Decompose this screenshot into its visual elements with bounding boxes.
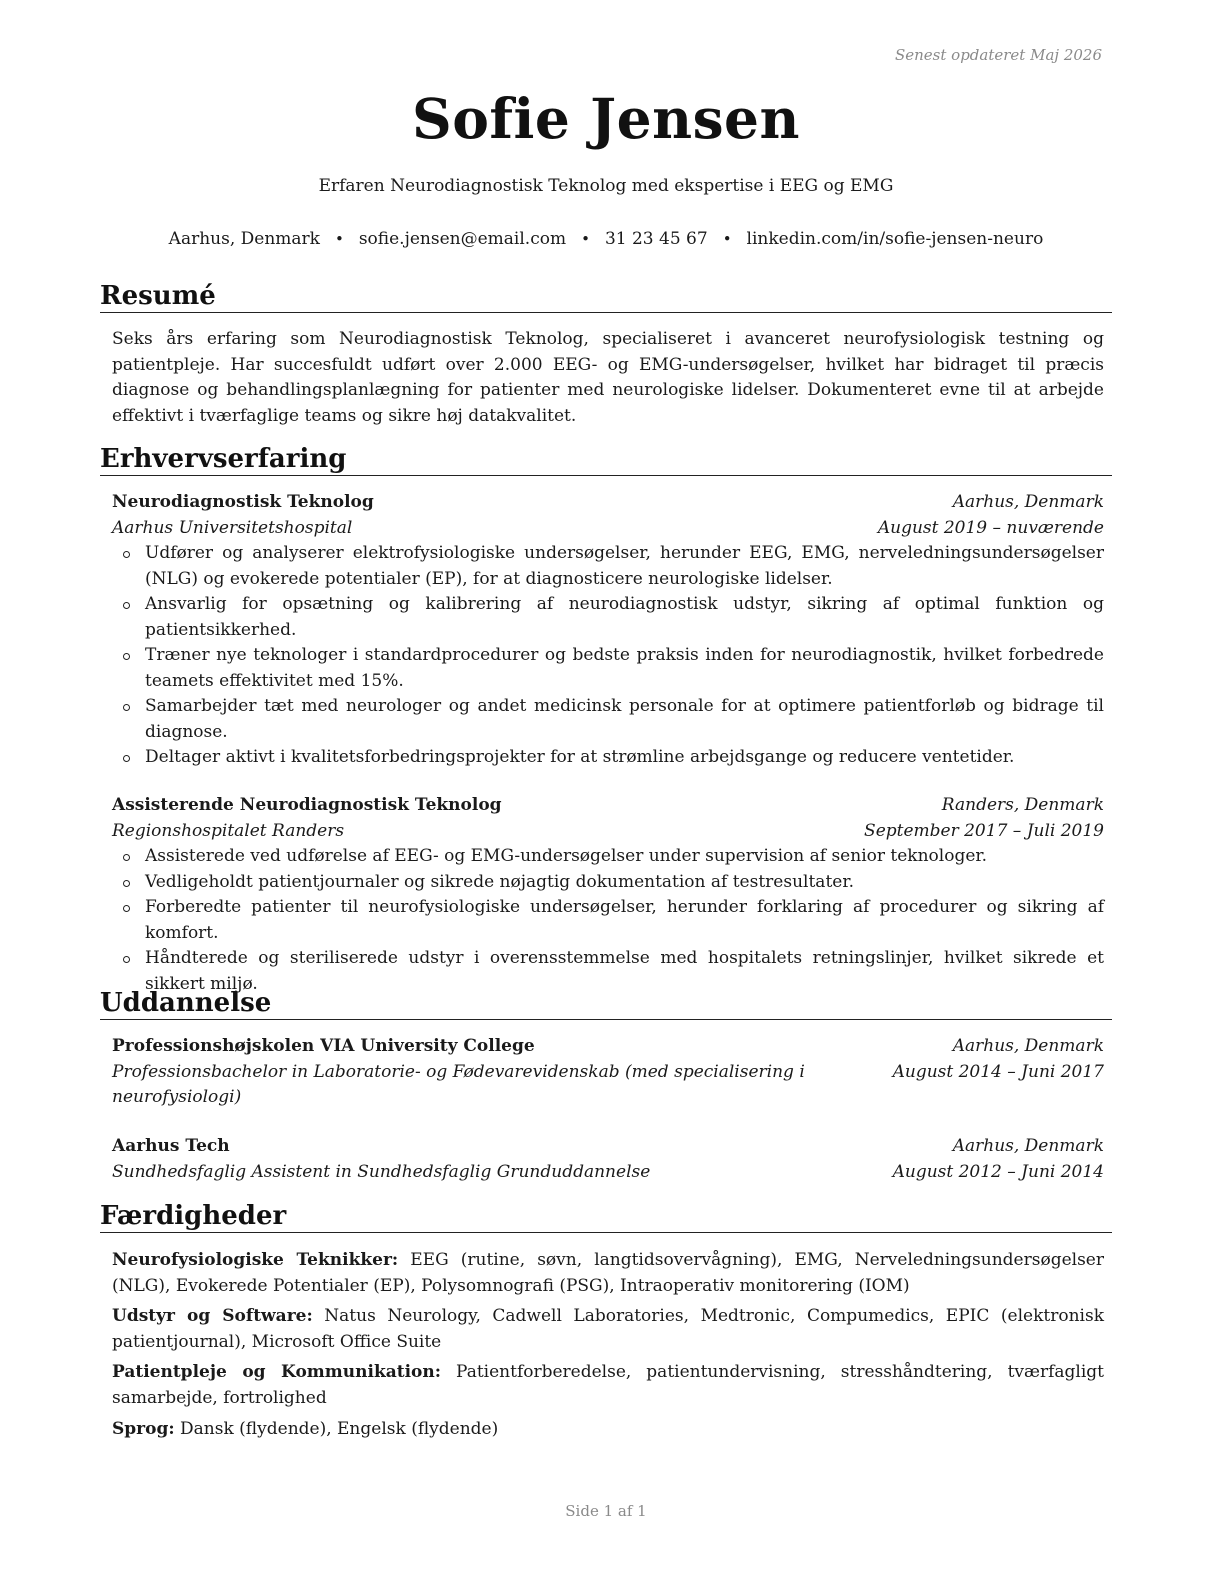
contact-phone: 31 23 45 67 [604,229,708,249]
skill-label: Sprog: [112,1419,175,1439]
school-name: Aarhus Tech [112,1136,230,1156]
school-location: Aarhus, Denmark [952,1136,1104,1156]
list-item: Samarbejder tæt med neurologer og andet medicinsk personale for at optimere patientforløb og bidrage til diagnose. [112,694,1104,745]
skill-group [112,1360,1104,1411]
school-name: Professionshøjskolen VIA University College [112,1036,535,1056]
bullet-separator: • [334,230,344,248]
skill-text: Patientforberedelse, patientundervisning, stresshåndtering, tværfagligt samarbejde, fortrolighed [112,1362,1105,1408]
skill-text: Dansk (flydende), Engelsk (flydende) [180,1419,499,1439]
degree-name: Professionsbachelor in Laboratorie- og Fødevarevidenskab (med specialisering i neurofysiologi) [112,1061,805,1107]
circle-bullet-icon [123,956,130,963]
list-item: Assisterede ved udførelse af EEG- og EMG-undersøgelser under supervision af senior teknologer. [112,844,1104,870]
experience-entry [112,793,1104,997]
skill-group [112,1417,1104,1443]
section-title-summary: Resumé [100,280,1112,313]
summary-paragraph: Seks års erfaring som Neurodiagnostisk Teknolog, specialiseret i avanceret neurofysiologisk testning og patientpleje. Har succesfuldt udført over 2.000 EEG- og EMG-undersøgelser, hvilket har bidraget til præcis diagnose og behandlingsplanlægning for patienter med neurologiske lidelser. Dokumenteret evne til at arbejde effektivt i tværfaglige teams og sikre høj datakvalitet. [112,329,1104,426]
list-item: Vedligeholdt patientjournaler og sikrede nøjagtig dokumentation af testresultater. [112,870,1104,896]
circle-bullet-icon [123,653,130,660]
list-item: Forberedte patienter til neurofysiologiske undersøgelser, herunder forklaring af procedurer og sikring af komfort. [112,895,1104,946]
job-dates: August 2019 – nuværende [877,517,1104,538]
section-title-experience: Erhvervserfaring [100,443,1112,476]
job-title: Neurodiagnostisk Teknolog [112,492,374,512]
contact-email[interactable]: sofie.jensen@email.com [358,229,567,249]
circle-bullet-icon [123,755,130,762]
contact-linkedin[interactable]: linkedin.com/in/sofie-jensen-neuro [746,229,1044,249]
circle-bullet-icon [123,880,130,887]
degree-name: Sundhedsfaglig Assistent in Sundhedsfaglig Grunduddannelse [112,1161,651,1182]
circle-bullet-icon [123,854,130,861]
school-location: Aarhus, Denmark [952,1036,1104,1056]
skill-label: Neurofysiologiske Teknikker: [112,1250,399,1270]
contact-line [100,229,1112,249]
list-item: Deltager aktivt i kvalitetsforbedringsprojekter for at strømline arbejdsgange og reducere ventetider. [112,745,1104,771]
job-employer: Aarhus Universitetshospital [112,517,353,538]
job-bullet-list [112,844,1104,997]
job-employer: Regionshospitalet Randers [112,820,345,841]
education-dates: August 2014 – Juni 2017 [892,1061,1104,1082]
circle-bullet-icon [123,704,130,711]
skill-group [112,1248,1104,1299]
candidate-tagline: Erfaren Neurodiagnostisk Teknolog med ekspertise i EEG og EMG [318,176,894,196]
skill-group [112,1304,1104,1355]
job-location: Aarhus, Denmark [952,492,1104,512]
circle-bullet-icon [123,602,130,609]
skill-label: Udstyr og Software: [112,1306,313,1326]
candidate-name: Sofie Jensen [411,86,801,151]
education-entry [112,1134,1104,1185]
education-dates: August 2012 – Juni 2014 [892,1161,1104,1182]
job-dates: September 2017 – Juli 2019 [864,820,1104,841]
page-number: Side 1 af 1 [565,1502,647,1520]
bullet-separator: • [722,230,732,248]
skill-text: EEG (rutine, søvn, langtidsovervågning), EMG, Nerveledningsundersøgelser (NLG), Evokerede Potentialer (EP), Polysomnografi (PSG), Intraoperativ monitorering (IOM) [112,1250,1104,1296]
resume-page [100,0,1112,1584]
bullet-separator: • [581,230,590,248]
circle-bullet-icon [123,551,130,558]
section-title-skills: Færdigheder [100,1200,1112,1233]
contact-location: Aarhus, Denmark [168,229,320,249]
list-item: Håndterede og steriliserede udstyr i overensstemmelse med hospitalets retningslinjer, hvilket sikrede et sikkert miljø. [112,946,1104,997]
experience-entry [112,490,1104,771]
education-entry [112,1034,1104,1111]
last-updated-note: Senest opdateret Maj 2026 [894,46,1102,64]
list-item: Træner nye teknologer i standardprocedurer og bedste praksis inden for neurodiagnostik, hvilket forbedrede teamets effektivitet med 15%. [112,643,1104,694]
job-bullet-list [112,541,1104,771]
section-title-education: Uddannelse [100,987,1112,1020]
job-title: Assisterende Neurodiagnostisk Teknolog [112,795,502,815]
skill-label: Patientpleje og Kommunikation: [112,1362,442,1382]
skill-text: Natus Neurology, Cadwell Laboratories, Medtronic, Compumedics, EPIC (elektronisk patientjournal), Microsoft Office Suite [112,1306,1104,1352]
list-item: Ansvarlig for opsætning og kalibrering af neurodiagnostisk udstyr, sikring af optimal funktion og patientsikkerhed. [112,592,1104,643]
job-location: Randers, Denmark [941,795,1104,815]
circle-bullet-icon [123,905,130,912]
list-item: Udfører og analyserer elektrofysiologiske undersøgelser, herunder EEG, EMG, nerveledningsundersøgelser (NLG) og evokerede potentialer (EP), for at diagnosticere neurologiske lidelser. [112,541,1104,592]
